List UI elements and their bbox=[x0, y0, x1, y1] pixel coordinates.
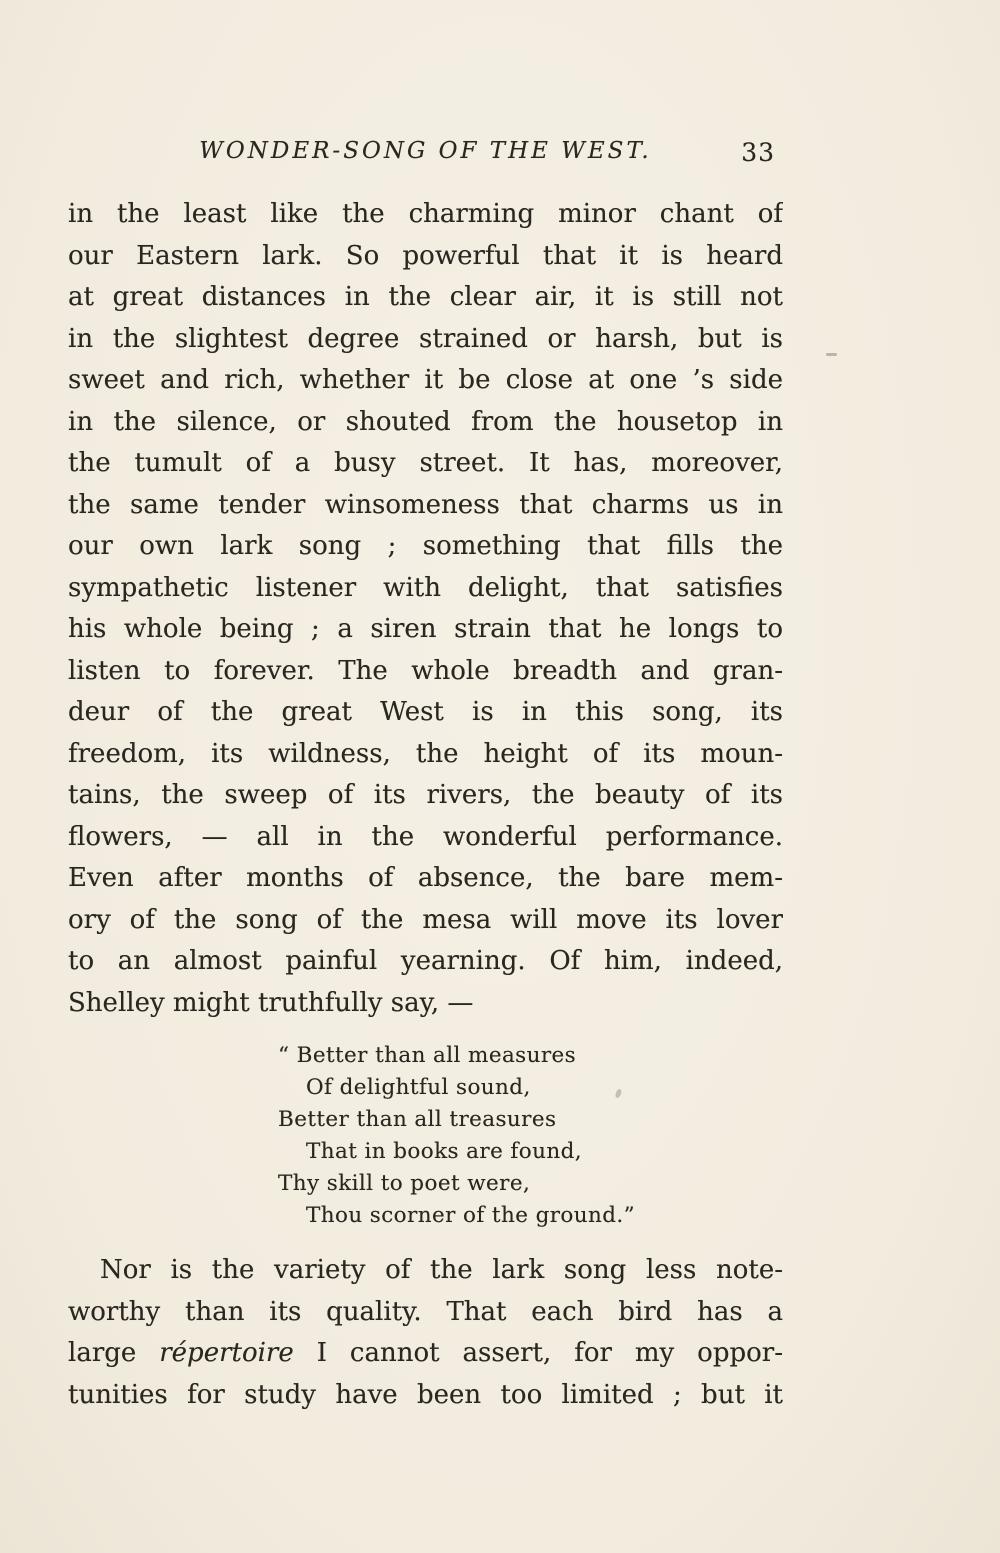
text-segment: in the slightest degree strained or harsh, but is bbox=[68, 323, 783, 354]
text-line bbox=[68, 526, 783, 568]
text-line bbox=[68, 651, 783, 693]
text-line bbox=[68, 609, 783, 651]
text-segment: flowers, — all in the wonderful performance. bbox=[68, 821, 783, 852]
text-line bbox=[306, 1200, 783, 1232]
scan-artifact-dash bbox=[826, 353, 837, 356]
text-line bbox=[68, 1375, 783, 1417]
text-segment: tains, the sweep of its rivers, the beauty of its bbox=[68, 780, 783, 810]
text-segment: That in books are found, bbox=[306, 1139, 583, 1164]
text-segment: ory of the song of the mesa will move its lover bbox=[68, 904, 783, 935]
text-line bbox=[68, 277, 783, 319]
text-segment: sympathetic listener with delight, that satisfies bbox=[68, 572, 783, 603]
text-line bbox=[68, 1333, 783, 1375]
page-number: 33 bbox=[741, 138, 775, 167]
text-segment: in the least like the charming minor chant of bbox=[68, 199, 783, 229]
text-segment: Better than all treasures bbox=[278, 1107, 557, 1132]
text-line bbox=[68, 1250, 783, 1292]
text-line bbox=[68, 941, 783, 983]
text-segment: Thy skill to poet were, bbox=[278, 1171, 531, 1196]
text-segment: Shelley might truthfully say, — bbox=[68, 987, 474, 1018]
text-segment: Nor is the variety of the lark song less note- bbox=[100, 1255, 783, 1285]
text-line bbox=[68, 319, 783, 361]
text-segment: our own lark song ; something that fills the bbox=[68, 531, 783, 561]
paragraph-2 bbox=[68, 1250, 783, 1416]
content-blocks bbox=[68, 194, 783, 1416]
text-segment: the same tender winsomeness that charms us in bbox=[68, 489, 783, 520]
text-line bbox=[68, 817, 783, 859]
text-line bbox=[68, 194, 783, 236]
text-segment: tunities for study have been too limited ; but it bbox=[68, 1379, 783, 1410]
text-line bbox=[306, 1072, 783, 1104]
text-line bbox=[68, 1292, 783, 1334]
text-line bbox=[68, 236, 783, 278]
page-header bbox=[68, 138, 783, 172]
text-line bbox=[68, 734, 783, 776]
text-segment: in the silence, or shouted from the housetop in bbox=[68, 406, 783, 437]
paragraph-1 bbox=[68, 194, 783, 1024]
text-segment: Of delightful sound, bbox=[306, 1075, 531, 1100]
text-line bbox=[68, 568, 783, 610]
text-line bbox=[68, 900, 783, 942]
text-segment: deur of the great West is in this song, its bbox=[68, 697, 783, 727]
text-segment: large bbox=[68, 1338, 160, 1368]
text-segment: sweet and rich, whether it be close at one ’s side bbox=[68, 365, 783, 395]
text-line bbox=[278, 1104, 783, 1136]
text-segment: I cannot assert, for my oppor- bbox=[293, 1338, 783, 1368]
text-line bbox=[68, 858, 783, 900]
text-segment: at great distances in the clear air, it is still not bbox=[68, 282, 783, 312]
text-line bbox=[306, 1136, 783, 1168]
text-segment: freedom, its wildness, the height of its moun- bbox=[68, 738, 783, 769]
text-segment: Even after months of absence, the bare mem- bbox=[68, 863, 783, 893]
text-segment: worthy than its quality. That each bird has a bbox=[68, 1296, 783, 1327]
text-line bbox=[68, 443, 783, 485]
text-line bbox=[68, 360, 783, 402]
poem-quote bbox=[278, 1040, 783, 1232]
text-segment: our Eastern lark. So powerful that it is heard bbox=[68, 240, 783, 271]
text-segment: “ Better than all measures bbox=[278, 1043, 577, 1068]
text-line bbox=[68, 402, 783, 444]
text-segment: the tumult of a busy street. It has, moreover, bbox=[68, 448, 783, 478]
text-line bbox=[68, 692, 783, 734]
text-segment: Thou scorner of the ground.” bbox=[306, 1203, 636, 1228]
text-segment: his whole being ; a siren strain that he longs to bbox=[68, 614, 783, 644]
text-segment: to an almost painful yearning. Of him, indeed, bbox=[68, 946, 783, 976]
text-line bbox=[68, 775, 783, 817]
text-line bbox=[68, 485, 783, 527]
italic-text: répertoire bbox=[159, 1338, 294, 1368]
text-line bbox=[278, 1040, 783, 1072]
text-line bbox=[68, 983, 783, 1025]
text-segment: listen to forever. The whole breadth and gran- bbox=[68, 655, 783, 686]
running-title: WONDER-SONG OF THE WEST. bbox=[199, 138, 652, 164]
text-line bbox=[278, 1168, 783, 1200]
